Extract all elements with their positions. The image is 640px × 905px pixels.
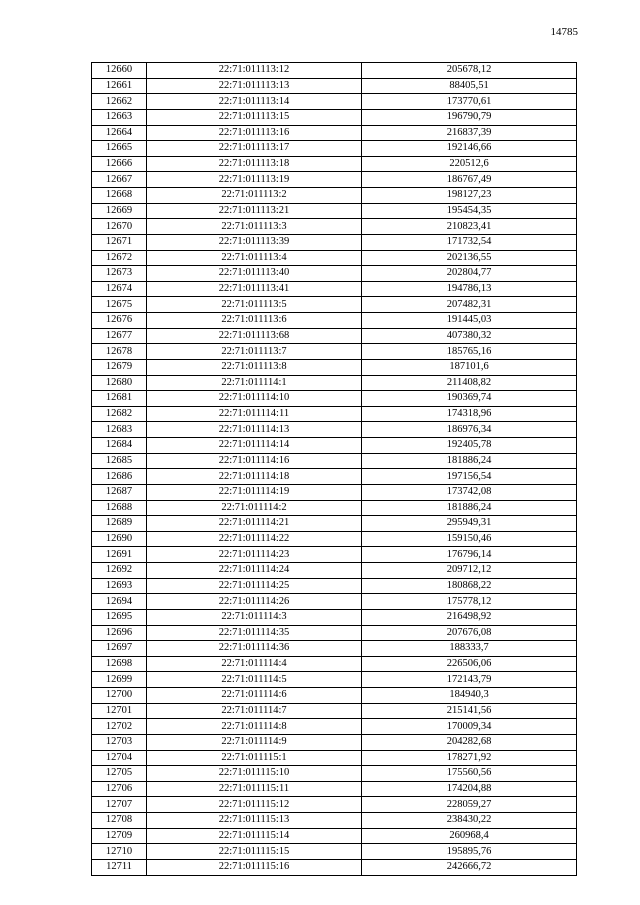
cadastral-number: 22:71:011114:6 [147,688,362,704]
cadastral-value: 172143,79 [362,672,577,688]
cadastral-value: 188333,7 [362,641,577,657]
cadastral-number: 22:71:011114:10 [147,391,362,407]
cadastral-value: 178271,92 [362,750,577,766]
table-row [92,500,577,516]
cadastral-value: 181886,24 [362,453,577,469]
table-row [92,328,577,344]
cadastral-value: 202804,77 [362,266,577,282]
row-number: 12697 [92,641,147,657]
row-number: 12687 [92,484,147,500]
cadastral-number: 22:71:011113:16 [147,125,362,141]
cadastral-value: 192405,78 [362,438,577,454]
cadastral-value: 186976,34 [362,422,577,438]
cadastral-value: 184940,3 [362,688,577,704]
cadastral-number: 22:71:011113:8 [147,359,362,375]
cadastral-table [91,62,577,876]
cadastral-number: 22:71:011113:17 [147,141,362,157]
cadastral-value: 186767,49 [362,172,577,188]
row-number: 12709 [92,828,147,844]
cadastral-number: 22:71:011114:4 [147,656,362,672]
cadastral-value: 205678,12 [362,63,577,79]
cadastral-number: 22:71:011113:41 [147,281,362,297]
cadastral-number: 22:71:011113:39 [147,234,362,250]
table-row [92,734,577,750]
row-number: 12689 [92,516,147,532]
cadastral-number: 22:71:011114:26 [147,594,362,610]
cadastral-number: 22:71:011115:10 [147,766,362,782]
table-row [92,406,577,422]
row-number: 12688 [92,500,147,516]
cadastral-number: 22:71:011114:23 [147,547,362,563]
cadastral-value: 88405,51 [362,78,577,94]
row-number: 12668 [92,188,147,204]
row-number: 12706 [92,781,147,797]
table-row [92,344,577,360]
cadastral-value: 195454,35 [362,203,577,219]
row-number: 12690 [92,531,147,547]
cadastral-number: 22:71:011113:2 [147,188,362,204]
cadastral-value: 238430,22 [362,813,577,829]
cadastral-number: 22:71:011115:15 [147,844,362,860]
row-number: 12704 [92,750,147,766]
row-number: 12695 [92,609,147,625]
table-row [92,438,577,454]
table-row [92,688,577,704]
row-number: 12674 [92,281,147,297]
table-row [92,859,577,875]
cadastral-number: 22:71:011114:8 [147,719,362,735]
cadastral-value: 175560,56 [362,766,577,782]
table-row [92,281,577,297]
row-number: 12711 [92,859,147,875]
cadastral-value: 171732,54 [362,234,577,250]
table-row [92,188,577,204]
cadastral-number: 22:71:011113:13 [147,78,362,94]
cadastral-number: 22:71:011115:11 [147,781,362,797]
cadastral-number: 22:71:011114:35 [147,625,362,641]
cadastral-value: 180868,22 [362,578,577,594]
table-row [92,484,577,500]
cadastral-value: 185765,16 [362,344,577,360]
row-number: 12680 [92,375,147,391]
cadastral-value: 407380,32 [362,328,577,344]
table-row [92,266,577,282]
table-row [92,719,577,735]
cadastral-number: 22:71:011113:6 [147,313,362,329]
row-number: 12682 [92,406,147,422]
table-row [92,656,577,672]
row-number: 12702 [92,719,147,735]
cadastral-number: 22:71:011114:21 [147,516,362,532]
cadastral-value: 211408,82 [362,375,577,391]
cadastral-number: 22:71:011114:16 [147,453,362,469]
cadastral-number: 22:71:011113:12 [147,63,362,79]
cadastral-number: 22:71:011114:25 [147,578,362,594]
table-row [92,297,577,313]
table-row [92,813,577,829]
cadastral-number: 22:71:011113:40 [147,266,362,282]
cadastral-value: 174318,96 [362,406,577,422]
table-row [92,703,577,719]
cadastral-number: 22:71:011114:19 [147,484,362,500]
row-number: 12699 [92,672,147,688]
table-body [92,63,577,876]
cadastral-number: 22:71:011114:14 [147,438,362,454]
row-number: 12671 [92,234,147,250]
row-number: 12669 [92,203,147,219]
cadastral-value: 209712,12 [362,563,577,579]
row-number: 12678 [92,344,147,360]
table-row [92,156,577,172]
table-row [92,391,577,407]
page-number: 14785 [550,26,578,38]
cadastral-value: 204282,68 [362,734,577,750]
table-row [92,125,577,141]
row-number: 12670 [92,219,147,235]
cadastral-number: 22:71:011113:21 [147,203,362,219]
cadastral-number: 22:71:011114:2 [147,500,362,516]
row-number: 12684 [92,438,147,454]
cadastral-value: 295949,31 [362,516,577,532]
row-number: 12683 [92,422,147,438]
row-number: 12701 [92,703,147,719]
row-number: 12664 [92,125,147,141]
table-row [92,109,577,125]
table-row [92,250,577,266]
table-row [92,672,577,688]
table-row [92,625,577,641]
row-number: 12660 [92,63,147,79]
cadastral-value: 173742,08 [362,484,577,500]
cadastral-number: 22:71:011114:9 [147,734,362,750]
table-row [92,828,577,844]
row-number: 12694 [92,594,147,610]
cadastral-value: 215141,56 [362,703,577,719]
row-number: 12661 [92,78,147,94]
row-number: 12665 [92,141,147,157]
table-row [92,94,577,110]
cadastral-number: 22:71:011114:7 [147,703,362,719]
cadastral-value: 220512,6 [362,156,577,172]
cadastral-value: 242666,72 [362,859,577,875]
table-row [92,375,577,391]
cadastral-number: 22:71:011113:18 [147,156,362,172]
cadastral-number: 22:71:011114:18 [147,469,362,485]
row-number: 12673 [92,266,147,282]
cadastral-value: 226506,06 [362,656,577,672]
table-row [92,203,577,219]
cadastral-value: 187101,6 [362,359,577,375]
table-row [92,594,577,610]
cadastral-number: 22:71:011114:13 [147,422,362,438]
cadastral-number: 22:71:011113:4 [147,250,362,266]
cadastral-number: 22:71:011114:3 [147,609,362,625]
cadastral-number: 22:71:011115:12 [147,797,362,813]
cadastral-number: 22:71:011113:15 [147,109,362,125]
cadastral-value: 190369,74 [362,391,577,407]
cadastral-value: 194786,13 [362,281,577,297]
row-number: 12686 [92,469,147,485]
cadastral-value: 216498,92 [362,609,577,625]
table-row [92,547,577,563]
table-row [92,578,577,594]
table-row [92,141,577,157]
row-number: 12691 [92,547,147,563]
row-number: 12708 [92,813,147,829]
table-row [92,469,577,485]
table-row [92,750,577,766]
table-row [92,359,577,375]
cadastral-number: 22:71:011113:7 [147,344,362,360]
table-row [92,516,577,532]
cadastral-value: 174204,88 [362,781,577,797]
table-row [92,797,577,813]
row-number: 12672 [92,250,147,266]
cadastral-value: 202136,55 [362,250,577,266]
row-number: 12666 [92,156,147,172]
table-row [92,609,577,625]
table-row [92,641,577,657]
cadastral-number: 22:71:011114:5 [147,672,362,688]
row-number: 12677 [92,328,147,344]
row-number: 12700 [92,688,147,704]
cadastral-value: 159150,46 [362,531,577,547]
cadastral-number: 22:71:011114:11 [147,406,362,422]
row-number: 12696 [92,625,147,641]
table-row [92,63,577,79]
row-number: 12681 [92,391,147,407]
cadastral-value: 196790,79 [362,109,577,125]
table-row [92,172,577,188]
cadastral-value: 195895,76 [362,844,577,860]
row-number: 12703 [92,734,147,750]
row-number: 12692 [92,563,147,579]
table-row [92,78,577,94]
cadastral-value: 210823,41 [362,219,577,235]
cadastral-value: 191445,03 [362,313,577,329]
row-number: 12662 [92,94,147,110]
cadastral-value: 216837,39 [362,125,577,141]
cadastral-number: 22:71:011115:14 [147,828,362,844]
table-row [92,844,577,860]
cadastral-value: 197156,54 [362,469,577,485]
cadastral-value: 170009,34 [362,719,577,735]
cadastral-number: 22:71:011115:16 [147,859,362,875]
cadastral-number: 22:71:011114:22 [147,531,362,547]
row-number: 12667 [92,172,147,188]
cadastral-value: 175778,12 [362,594,577,610]
table-row [92,781,577,797]
cadastral-value: 228059,27 [362,797,577,813]
cadastral-number: 22:71:011114:1 [147,375,362,391]
cadastral-number: 22:71:011113:3 [147,219,362,235]
row-number: 12705 [92,766,147,782]
table-row [92,422,577,438]
cadastral-number: 22:71:011113:68 [147,328,362,344]
row-number: 12679 [92,359,147,375]
table-row [92,313,577,329]
cadastral-value: 176796,14 [362,547,577,563]
cadastral-value: 198127,23 [362,188,577,204]
table-row [92,234,577,250]
cadastral-number: 22:71:011115:1 [147,750,362,766]
cadastral-number: 22:71:011113:19 [147,172,362,188]
table-row [92,219,577,235]
table-row [92,531,577,547]
cadastral-value: 207482,31 [362,297,577,313]
cadastral-number: 22:71:011114:24 [147,563,362,579]
row-number: 12685 [92,453,147,469]
row-number: 12698 [92,656,147,672]
row-number: 12663 [92,109,147,125]
table-row [92,453,577,469]
cadastral-value: 173770,61 [362,94,577,110]
row-number: 12707 [92,797,147,813]
cadastral-number: 22:71:011115:13 [147,813,362,829]
row-number: 12676 [92,313,147,329]
row-number: 12710 [92,844,147,860]
cadastral-number: 22:71:011114:36 [147,641,362,657]
row-number: 12693 [92,578,147,594]
row-number: 12675 [92,297,147,313]
table-row [92,766,577,782]
cadastral-value: 260968,4 [362,828,577,844]
cadastral-number: 22:71:011113:14 [147,94,362,110]
table-row [92,563,577,579]
cadastral-number: 22:71:011113:5 [147,297,362,313]
cadastral-value: 181886,24 [362,500,577,516]
cadastral-value: 207676,08 [362,625,577,641]
cadastral-value: 192146,66 [362,141,577,157]
